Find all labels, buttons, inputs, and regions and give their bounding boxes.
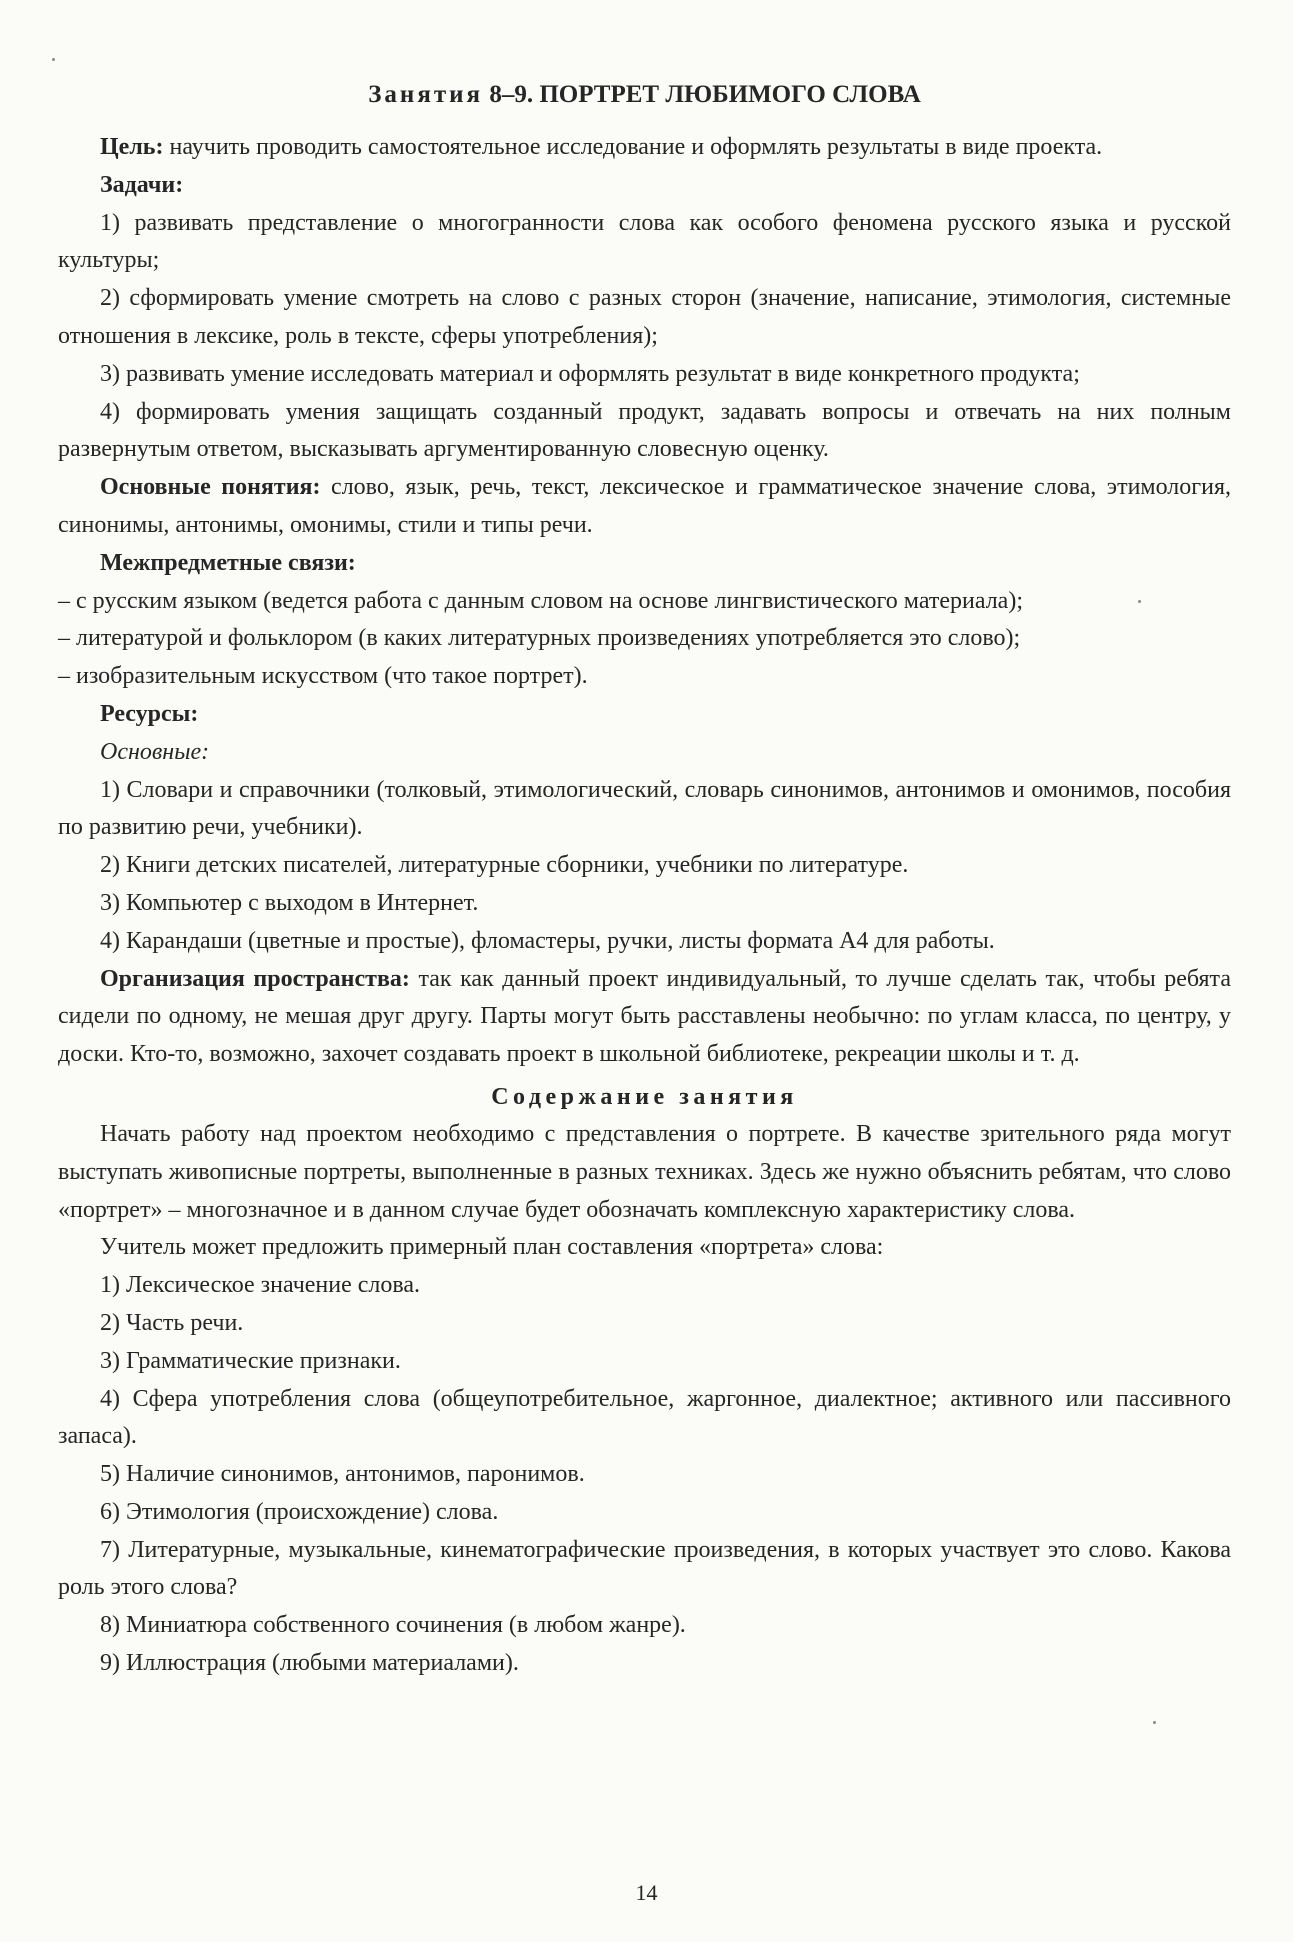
resource-item: 4) Карандаши (цветные и простые), фломастеры, ручки, листы формата А4 для работы. [100,927,995,954]
plan-item: 5) Наличие синонимов, антонимов, паронимов. [100,1461,585,1488]
link-item: – с русским языком (ведется работа с данным словом на основе лингвистического материала); [58,587,1023,614]
plan-item: 2) Часть речи. [100,1309,244,1336]
plan-item: 4) Сфера употребления слова (общеупотребительное, жаргонное, диалектное; активного или пассивного запаса). [58,1385,1231,1450]
plan-item: 3) Грамматические признаки. [100,1347,401,1374]
concepts-text: слово, язык, речь, текст, лексическое и грамматическое значение слова, этимология, синонимы, антонимы, омонимы, стили и типы речи. [58,474,1231,538]
plan-intro: Учитель может предложить примерный план составления «портрета» слова: [100,1234,884,1261]
goal-paragraph [58,129,1231,167]
resources-label: Ресурсы: [100,700,199,727]
plan-item: 8) Миниатюра собственного сочинения (в любом жанре). [100,1612,686,1639]
plan-item: 9) Иллюстрация (любыми материалами). [100,1650,519,1677]
concepts-paragraph [58,469,1231,545]
links-paragraph [58,545,1231,583]
space-paragraph [58,961,1231,1074]
goal-text: научить проводить самостоятельное исследование и оформлять результаты в виде проекта. [163,134,1103,160]
page-number: 14 [635,1880,658,1905]
plan-item: 7) Литературные, музыкальные, кинематографические произведения, в которых участвует это слово. Какова роль этого слова? [58,1536,1231,1601]
content-intro: Начать работу над проектом необходимо с представления о портрете. В качестве зрительного ряда могут выступать живописные портреты, выполненные в разных техниках. Здесь же нужно объяснить ребятам, что слово «портрет» – многозначное и в данном случае будет обозначать комплексную характеристику слова. [58,1120,1231,1223]
links-label: Межпредметные связи: [100,549,356,576]
concepts-label: Основные понятия: [100,474,321,501]
plan-item: 1) Лексическое значение слова. [100,1272,421,1299]
title-prefix: Занятия [368,81,484,108]
space-text: так как данный проект индивидуальный, то лучше сделать так, чтобы ребята сидели по одному, не мешая друг другу. Парты могут быть расставлены необычно: по углам класса, по центру, у доски. Кто-то, возможно, захочет создавать проект в школьной библиотеке, рекреации школы и т. д. [58,965,1231,1068]
content-section-title: Содержание занятия [491,1083,798,1110]
scan-speck [1138,600,1141,603]
task-item: 1) развивать представление о многогранности слова как особого феномена русского языка и русской культуры; [58,209,1231,274]
resource-item: 3) Компьютер с выходом в Интернет. [100,889,479,916]
space-label: Организация пространства: [100,965,410,992]
resource-item: 2) Книги детских писателей, литературные сборники, учебники по литературе. [100,852,909,879]
resources-sublabel: Основные: [100,738,210,765]
resources-paragraph [58,696,1231,734]
task-item: 3) развивать умение исследовать материал и оформлять результат в виде конкретного продукта; [100,360,1080,387]
scan-speck [52,58,55,61]
link-item: – изобразительным искусством (что такое портрет). [58,663,588,690]
scan-speck [1153,1721,1156,1724]
resource-item: 1) Словари и справочники (толковый, этимологический, словарь синонимов, антонимов и омонимов, пособия по развитию речи, учебники). [58,776,1231,841]
link-item: – литературой и фольклором (в каких литературных произведениях употребляется это слово); [58,625,1021,652]
plan-item: 6) Этимология (происхождение) слова. [100,1498,499,1525]
goal-label: Цель: [100,134,164,160]
title-text: 8–9. ПОРТРЕТ ЛЮБИМОГО СЛОВА [483,81,921,108]
page-title [58,78,1231,112]
task-item: 4) формировать умения защищать созданный продукт, задавать вопросы и отвечать на них полным развернутым ответом, высказывать аргументированную словесную оценку. [58,398,1231,463]
task-item: 2) сформировать умение смотреть на слово с разных сторон (значение, написание, этимология, системные отношения в лексике, роль в тексте, сферы употребления); [58,285,1231,349]
tasks-paragraph [58,167,1231,205]
tasks-label: Задачи: [100,171,184,198]
